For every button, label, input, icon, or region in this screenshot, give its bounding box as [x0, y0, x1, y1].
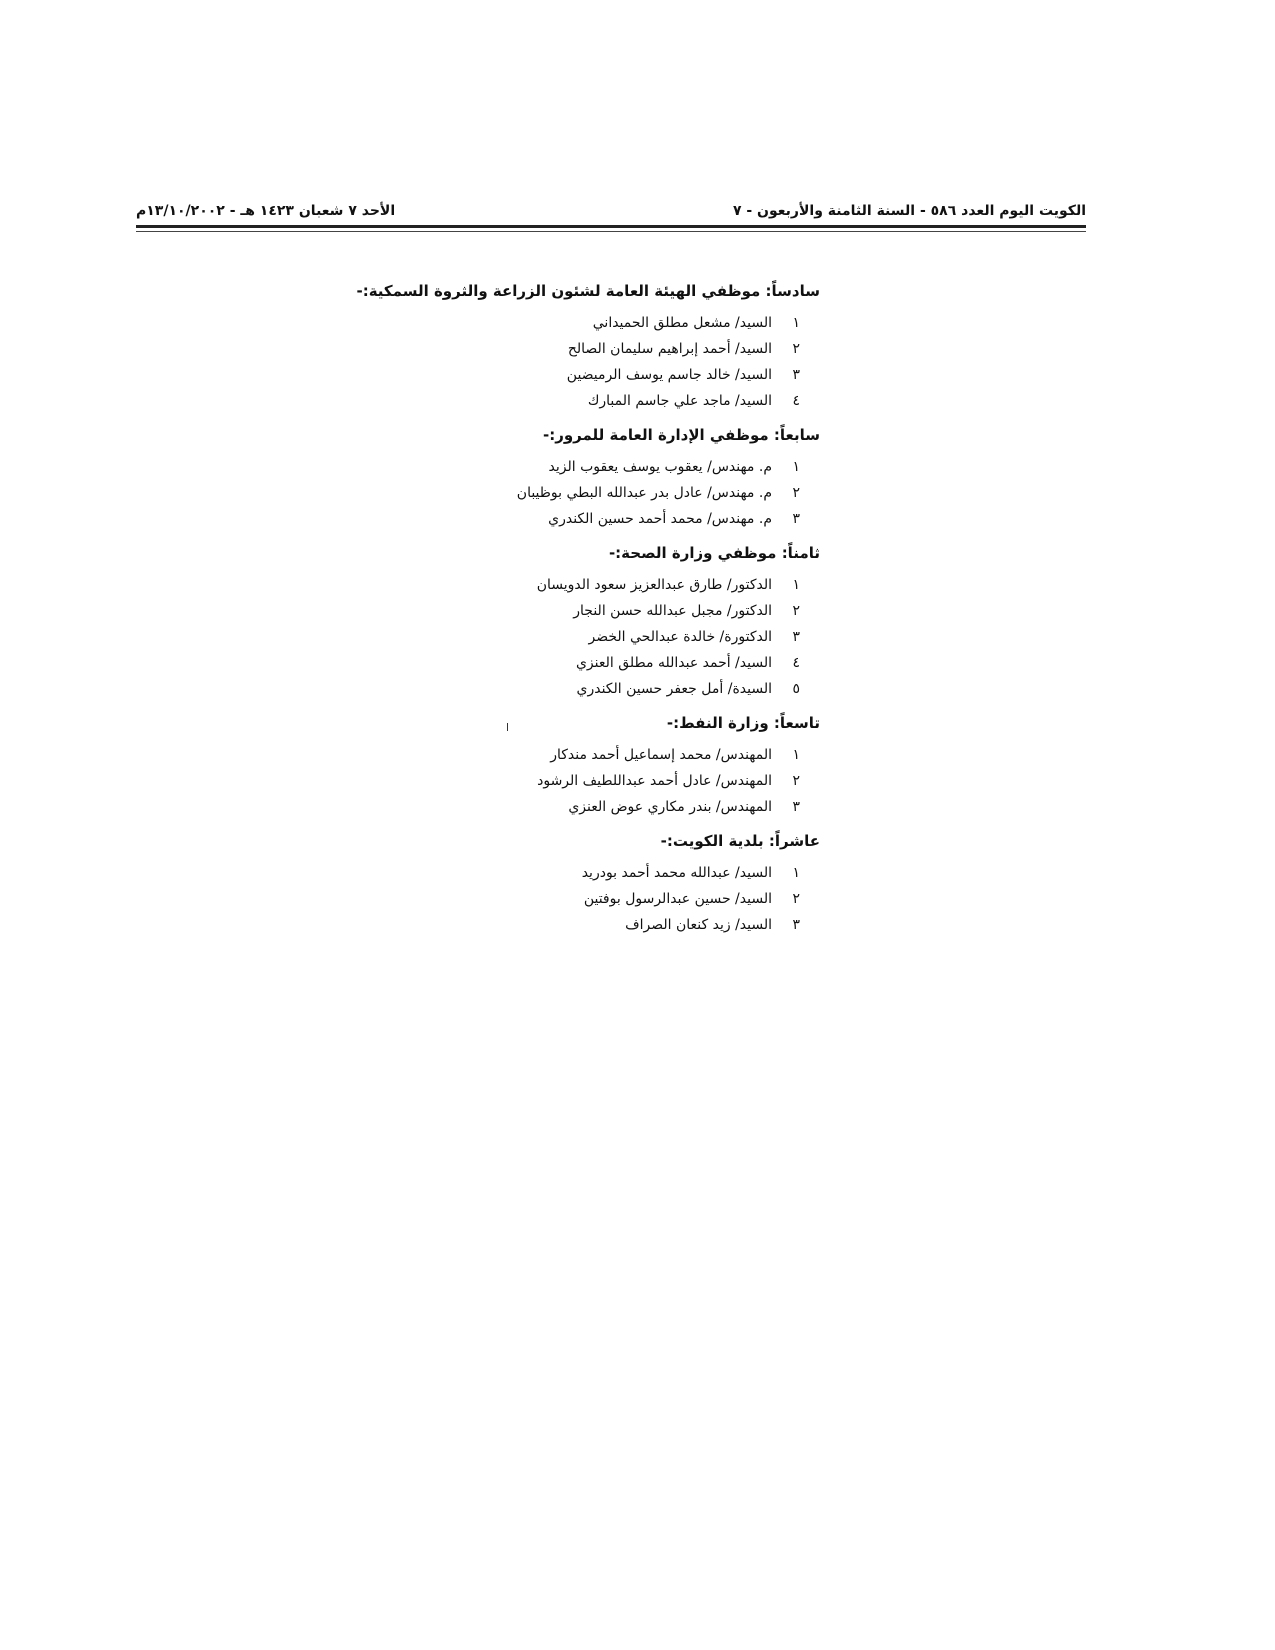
item-number: ٢: [792, 891, 800, 907]
section-agriculture-authority: [300, 282, 820, 414]
list-item: [300, 506, 800, 532]
header-rule-thin: [136, 231, 1086, 232]
item-name: الدكتور/ طارق عبدالعزيز سعود الدويسان: [536, 577, 772, 593]
item-name: السيد/ خالد جاسم يوسف الرميضين: [566, 367, 772, 383]
item-number: ٣: [792, 511, 800, 527]
page-header: [136, 203, 1086, 223]
item-name: المهندس/ عادل أحمد عبداللطيف الرشود: [537, 773, 772, 789]
item-name: م. مهندس/ محمد أحمد حسين الكندري: [548, 511, 772, 527]
item-name: السيدة/ أمل جعفر حسين الكندري: [576, 681, 772, 697]
item-number: ١: [792, 459, 800, 475]
list-item: [300, 362, 800, 388]
item-number: ٣: [792, 629, 800, 645]
item-name: م. مهندس/ يعقوب يوسف يعقوب الزيد: [548, 459, 772, 475]
issue-date-line: الأحد ٧ شعبان ١٤٢٣ هـ - ١٣/١٠/٢٠٠٢م: [136, 203, 396, 219]
item-number: ٢: [792, 485, 800, 501]
section-heading: عاشراً: بلدية الكويت:-: [660, 832, 820, 850]
list-item: [300, 742, 800, 768]
item-name: السيد/ ماجد علي جاسم المبارك: [587, 393, 772, 409]
item-name: السيد/ مشعل مطلق الحميداني: [592, 315, 772, 331]
item-name: المهندس/ محمد إسماعيل أحمد مندكار: [550, 747, 772, 763]
item-number: ٣: [792, 799, 800, 815]
section-health-ministry: [300, 544, 820, 702]
item-number: ٢: [792, 603, 800, 619]
list-item: [300, 794, 800, 820]
item-name: الدكتورة/ خالدة عبدالحي الخضر: [588, 629, 772, 645]
item-number: ٤: [792, 393, 800, 409]
section-oil-ministry: [300, 714, 820, 820]
item-number: ١: [792, 865, 800, 881]
list-item: [300, 454, 800, 480]
item-number: ١: [792, 577, 800, 593]
list-item: [300, 598, 800, 624]
list-item: [300, 860, 800, 886]
scan-artifact-mark: [507, 723, 508, 731]
list-item: [300, 912, 800, 938]
list-item: [300, 650, 800, 676]
item-name: السيد/ أحمد عبدالله مطلق العنزي: [575, 655, 772, 671]
item-name: م. مهندس/ عادل بدر عبدالله البطي بوظيبان: [516, 485, 772, 501]
name-list: [300, 742, 820, 820]
name-list: [300, 454, 820, 532]
section-kuwait-municipality: [300, 832, 820, 938]
section-heading: تاسعاً: وزارة النفط:-: [666, 714, 820, 732]
item-number: ٢: [792, 773, 800, 789]
item-name: السيد/ زيد كنعان الصراف: [625, 917, 772, 933]
item-number: ١: [792, 315, 800, 331]
header-rule-thick: [136, 225, 1086, 228]
item-name: الدكتور/ مجبل عبدالله حسن النجار: [573, 603, 772, 619]
list-item: [300, 388, 800, 414]
item-number: ٥: [792, 681, 800, 697]
item-number: ١: [792, 747, 800, 763]
name-list: [300, 310, 820, 414]
section-heading: ثامناً: موظفي وزارة الصحة:-: [608, 544, 820, 562]
item-number: ٣: [792, 367, 800, 383]
list-item: [300, 480, 800, 506]
list-item: [300, 336, 800, 362]
name-list: [300, 860, 820, 938]
list-item: [300, 624, 800, 650]
list-item: [300, 886, 800, 912]
list-item: [300, 572, 800, 598]
item-number: ٣: [792, 917, 800, 933]
section-heading: سابعاً: موظفي الإدارة العامة للمرور:-: [542, 426, 820, 444]
gazette-issue-line: الكويت اليوم العدد ٥٨٦ - السنة الثامنة والأربعون - ٧: [732, 203, 1086, 219]
list-item: [300, 676, 800, 702]
item-number: ٢: [792, 341, 800, 357]
name-list: [300, 572, 820, 702]
item-name: المهندس/ بندر مكاري عوض العنزي: [568, 799, 772, 815]
item-name: السيد/ أحمد إبراهيم سليمان الصالح: [567, 341, 772, 357]
item-name: السيد/ عبدالله محمد أحمد بودريد: [581, 865, 772, 881]
item-name: السيد/ حسين عبدالرسول بوفتين: [583, 891, 772, 907]
item-number: ٤: [792, 655, 800, 671]
section-traffic-department: [300, 426, 820, 532]
document-body: [300, 282, 820, 950]
list-item: [300, 768, 800, 794]
section-heading: سادساً: موظفي الهيئة العامة لشئون الزراعة والثروة السمكية:-: [356, 282, 820, 300]
list-item: [300, 310, 800, 336]
